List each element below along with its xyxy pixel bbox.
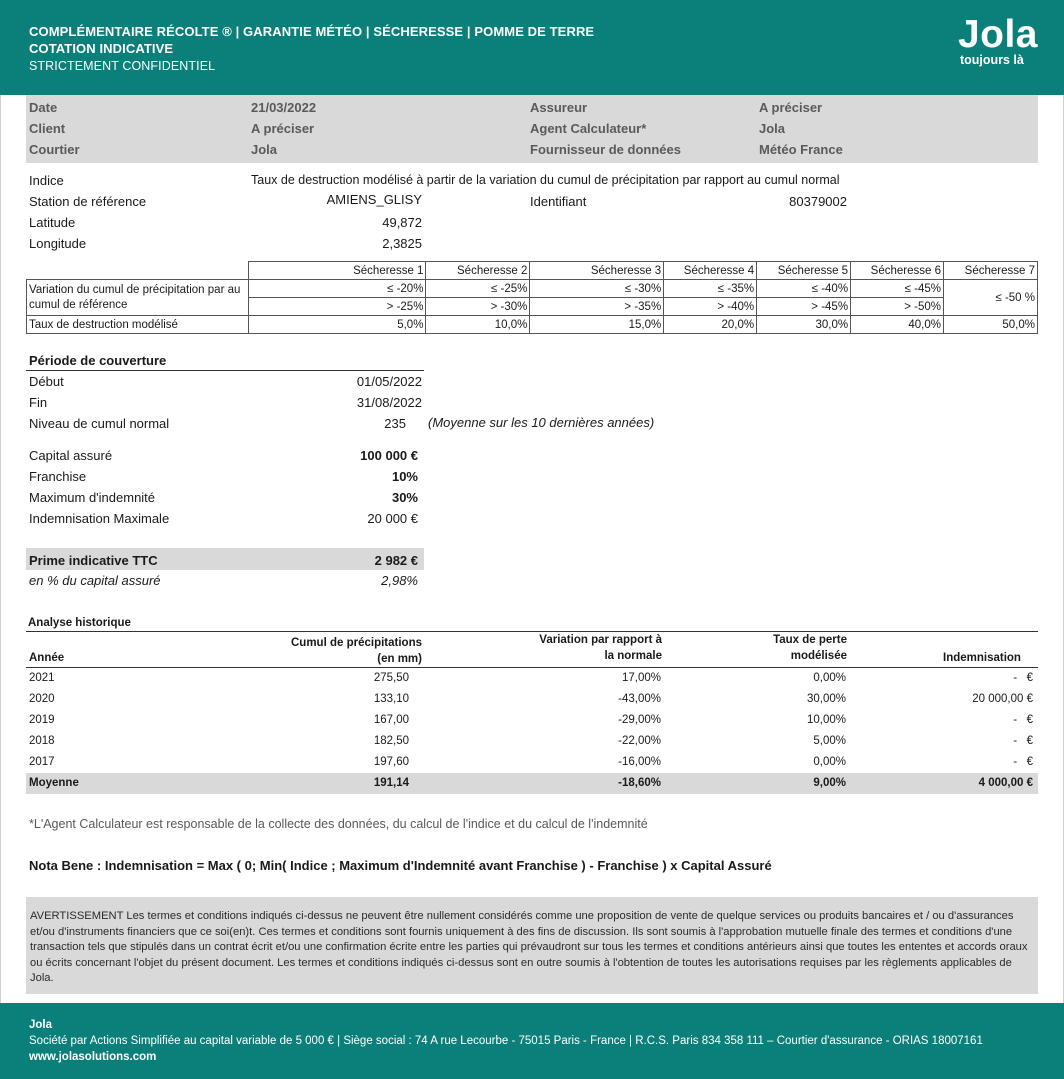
avg-indemnisation: 4 000,00 € <box>978 777 1033 789</box>
row-cumul: 197,60 <box>373 756 409 768</box>
drought-upper-1: ≤ -20% <box>248 280 426 298</box>
row-cumul: 182,50 <box>373 735 409 747</box>
header-subtitle: COTATION INDICATIVE <box>29 41 174 56</box>
agent-footnote: *L'Agent Calculateur est responsable de la collecte des données, du calcul de l'indice et du calcul de l'indemnité <box>29 817 648 831</box>
drought-lower-2: > -30% <box>426 298 530 316</box>
row-taux: 0,00% <box>813 756 846 768</box>
indemn-max-label: Indemnisation Maximale <box>29 511 170 526</box>
row-taux: 5,00% <box>813 735 846 747</box>
nota-bene: Nota Bene : Indemnisation = Max ( 0; Min( Indice ; Maximum d'Indemnité avant Franchise ) - Franchise ) x Capital Assuré <box>29 858 772 873</box>
footer-banner <box>0 1003 1064 1079</box>
drought-header-1: Sécheresse 1 <box>248 262 426 280</box>
row-taux: 10,00% <box>806 714 846 726</box>
row-annee: 2019 <box>29 714 55 726</box>
drought-header-5: Sécheresse 5 <box>757 262 851 280</box>
col-cumul-2: (en mm) <box>377 653 422 665</box>
station-value: AMIENS_GLISY <box>326 192 422 207</box>
drought-upper-6: ≤ -45% <box>851 280 944 298</box>
row-indemnisation: - € <box>1013 714 1033 726</box>
drought-upper-7: ≤ -50 % <box>944 280 1038 316</box>
maximum-value: 30% <box>391 490 418 505</box>
prime-label: Prime indicative TTC <box>29 553 158 568</box>
logo-word: Jola <box>957 13 1038 56</box>
drought-upper-2: ≤ -25% <box>426 280 530 298</box>
drought-taux-5: 30,0% <box>757 316 851 334</box>
avg-variation: -18,60% <box>618 777 661 789</box>
row-taux: 30,00% <box>806 693 846 705</box>
drought-taux-row <box>27 316 1038 334</box>
row-indemnisation: - € <box>1013 756 1033 768</box>
drought-header-row <box>27 262 1038 280</box>
assureur-value: A préciser <box>759 100 823 115</box>
disclaimer-box: AVERTISSEMENT Les termes et conditions indiqués ci-dessus ne peuvent être nullement considérés comme une proposition de vente de quelque services ou produits bancaires et / ou d'assurances et/ou d'instruments financiers que ce soi(en)t. Ces termes et conditions sont fournis uniquement à des fins de discussion. Ils sont soumis à l'approbation mutuelle finale des termes et conditions d'une transaction tels que stipulés dans un contrat écrit et/ou une confirmation écrite entre les parties qui prévaudront sur tous les termes et conditions antérieurs ainsi que toutes les ententes et accords oraux ou écrits concernant l'objet du présent document. Les termes et conditions indiqués ci-dessus sont en outre soumis à l'obtention de toutes les autorisations requises par les règlements applicables de Jola. <box>26 897 1038 994</box>
col-variation-2: la normale <box>604 650 662 662</box>
identifiant-value: 80379002 <box>789 194 847 209</box>
niveau-note: (Moyenne sur les 10 dernières années) <box>428 415 655 430</box>
header-banner <box>0 0 1064 95</box>
row-taux: 0,00% <box>813 672 846 684</box>
variation-label: Variation du cumul de précipitation par au cumul de référence <box>27 280 249 316</box>
taux-label: Taux de destruction modélisé <box>27 316 249 334</box>
footer-company: Jola <box>29 1019 53 1031</box>
maximum-label: Maximum d'indemnité <box>29 490 156 505</box>
history-row <box>26 731 1038 752</box>
row-indemnisation: - € <box>1013 735 1033 747</box>
row-annee: 2021 <box>29 672 55 684</box>
capital-value: 100 000 € <box>360 448 418 463</box>
client-label: Client <box>29 121 66 136</box>
header-confidential: STRICTEMENT CONFIDENTIEL <box>29 59 216 73</box>
debut-label: Début <box>29 374 64 389</box>
col-cumul-1: Cumul de précipitations <box>291 637 422 649</box>
history-top-rule <box>26 631 1038 632</box>
row-cumul: 275,50 <box>373 672 409 684</box>
row-indemnisation: 20 000,00 € <box>972 693 1033 705</box>
row-annee: 2017 <box>29 756 55 768</box>
col-variation-1: Variation par rapport à <box>539 634 662 646</box>
drought-lower-6: > -50% <box>851 298 944 316</box>
drought-header-3: Sécheresse 3 <box>530 262 664 280</box>
drought-lower-4: > -40% <box>664 298 757 316</box>
drought-upper-4: ≤ -35% <box>664 280 757 298</box>
drought-header-7: Sécheresse 7 <box>944 262 1038 280</box>
coverage-title: Période de couverture <box>26 351 424 371</box>
drought-taux-2: 10,0% <box>426 316 530 334</box>
history-title: Analyse historique <box>28 617 131 629</box>
fin-value: 31/08/2022 <box>356 395 422 410</box>
latitude-label: Latitude <box>29 215 76 230</box>
agent-value: Jola <box>759 121 786 136</box>
courtier-label: Courtier <box>29 142 80 157</box>
drought-upper-5: ≤ -40% <box>757 280 851 298</box>
row-variation: 17,00% <box>621 672 661 684</box>
drought-header-2: Sécheresse 2 <box>426 262 530 280</box>
info-panel <box>26 95 1038 163</box>
row-variation: -22,00% <box>618 735 661 747</box>
niveau-label: Niveau de cumul normal <box>29 416 170 431</box>
niveau-value: 235 <box>384 416 406 431</box>
col-taux-1: Taux de perte <box>773 634 847 646</box>
avg-taux: 9,00% <box>813 777 846 789</box>
drought-upper-3: ≤ -30% <box>530 280 664 298</box>
franchise-label: Franchise <box>29 469 87 484</box>
pct-label: en % du capital assuré <box>29 573 161 588</box>
history-average-row <box>26 773 1038 794</box>
fournisseur-value: Météo France <box>759 142 843 157</box>
debut-value: 01/05/2022 <box>356 374 422 389</box>
fin-label: Fin <box>29 395 48 410</box>
row-indemnisation: - € <box>1013 672 1033 684</box>
assureur-label: Assureur <box>530 100 588 115</box>
client-value: A préciser <box>251 121 315 136</box>
prime-value: 2 982 € <box>374 553 418 568</box>
drought-header-6: Sécheresse 6 <box>851 262 944 280</box>
longitude-label: Longitude <box>29 236 87 251</box>
avg-annee: Moyenne <box>29 777 79 789</box>
drought-taux-1: 5,0% <box>248 316 426 334</box>
jola-logo <box>958 15 1038 67</box>
date-value: 21/03/2022 <box>251 100 317 115</box>
drought-lower-1: > -25% <box>248 298 426 316</box>
pct-value: 2,98% <box>381 573 418 588</box>
header-title: COMPLÉMENTAIRE RÉCOLTE ® | GARANTIE MÉTÉO | SÉCHERESSE | POMME DE TERRE <box>29 24 595 39</box>
history-row <box>26 689 1038 710</box>
history-row <box>26 710 1038 731</box>
capital-label: Capital assuré <box>29 448 113 463</box>
station-label: Station de référence <box>29 194 147 209</box>
row-variation: -43,00% <box>618 693 661 705</box>
agent-label: Agent Calculateur* <box>530 121 647 136</box>
indice-label: Indice <box>29 173 64 188</box>
drought-lower-3: > -35% <box>530 298 664 316</box>
drought-taux-4: 20,0% <box>664 316 757 334</box>
identifiant-label: Identifiant <box>530 194 587 209</box>
avg-cumul: 191,14 <box>373 777 409 789</box>
row-annee: 2018 <box>29 735 55 747</box>
history-row <box>26 752 1038 773</box>
drought-corner <box>27 262 249 280</box>
indemn-max-value: 20 000 € <box>367 511 418 526</box>
logo-tagline: toujours là <box>959 53 1024 67</box>
longitude-value: 2,3825 <box>382 236 422 251</box>
indice-value: Taux de destruction modélisé à partir de la variation du cumul de précipitation par rapport au cumul normal <box>251 173 840 187</box>
col-taux-2: modélisée <box>790 650 847 662</box>
drought-table <box>26 261 1038 334</box>
row-variation: -29,00% <box>618 714 661 726</box>
history-row <box>26 668 1038 689</box>
row-cumul: 133,10 <box>373 693 409 705</box>
drought-taux-6: 40,0% <box>851 316 944 334</box>
row-cumul: 167,00 <box>373 714 409 726</box>
franchise-value: 10% <box>391 469 418 484</box>
date-label: Date <box>29 100 58 115</box>
courtier-value: Jola <box>251 142 278 157</box>
row-variation: -16,00% <box>618 756 661 768</box>
row-annee: 2020 <box>29 693 55 705</box>
footer-legal: Société par Actions Simplifiée au capital variable de 5 000 € | Siège social : 74 A rue Lecourbe - 75015 Paris - France | R.C.S. Paris 834 358 111 – Courtier d'assurance - ORIAS 18007161 <box>29 1035 983 1047</box>
drought-lower-5: > -45% <box>757 298 851 316</box>
latitude-value: 49,872 <box>382 215 422 230</box>
drought-taux-7: 50,0% <box>944 316 1038 334</box>
drought-upper-row <box>27 280 1038 298</box>
drought-header-4: Sécheresse 4 <box>664 262 757 280</box>
fournisseur-label: Fournisseur de données <box>530 142 681 157</box>
col-indemnisation: Indemnisation <box>943 652 1021 664</box>
drought-taux-3: 15,0% <box>530 316 664 334</box>
footer-website-link[interactable]: www.jolasolutions.com <box>29 1051 157 1063</box>
col-annee: Année <box>29 652 65 664</box>
